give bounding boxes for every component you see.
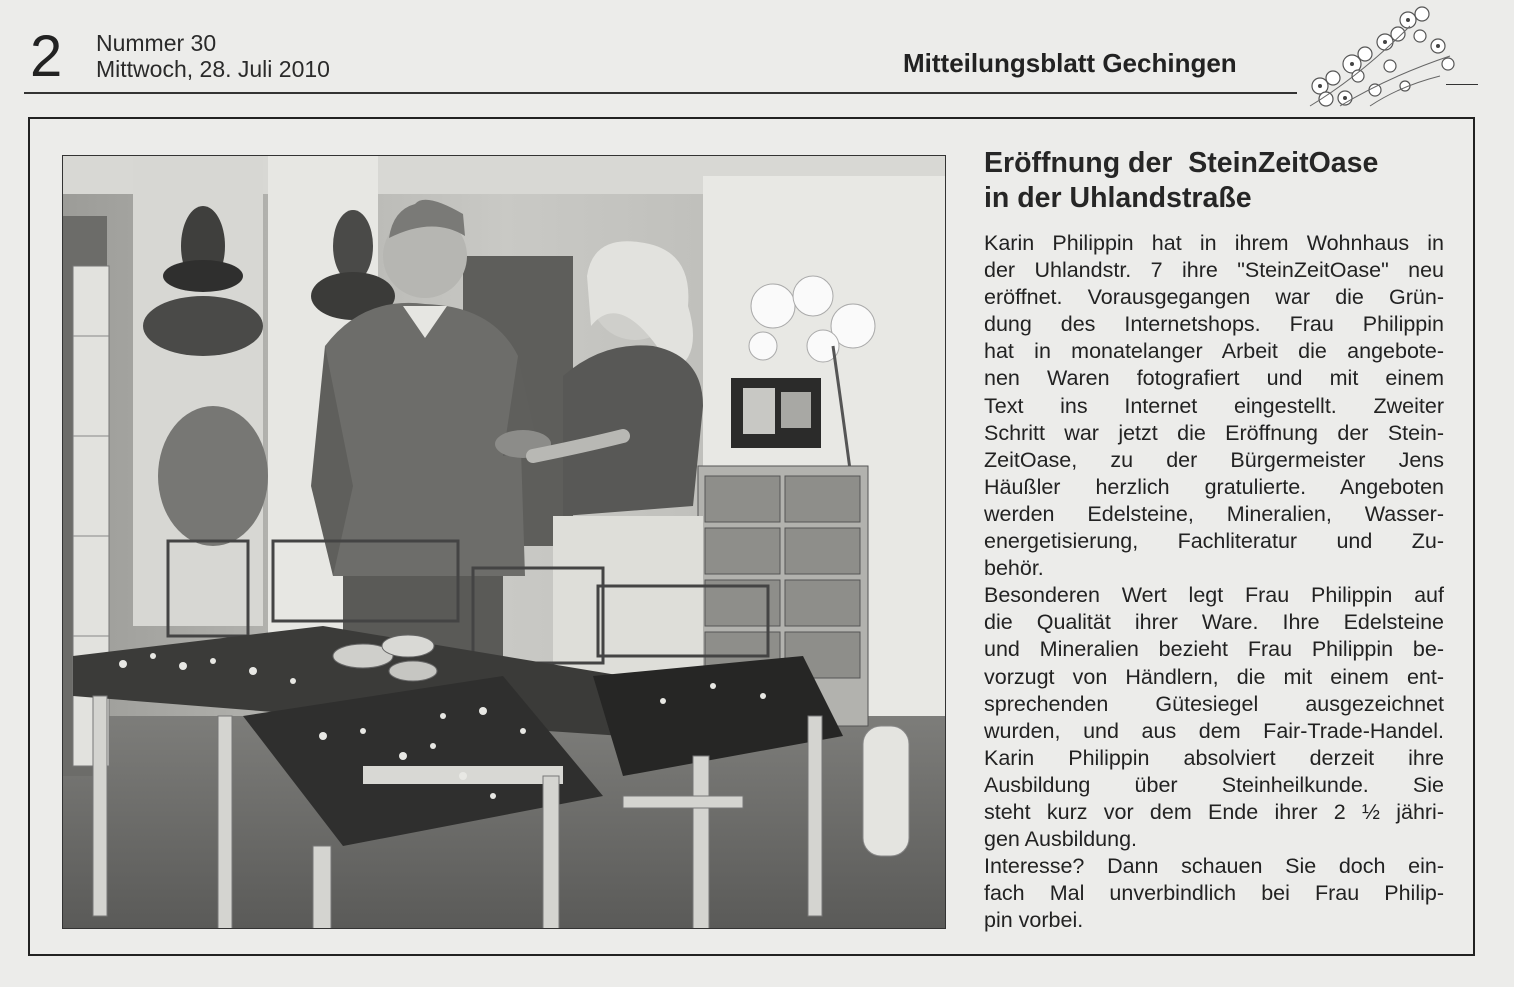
page-number: 2 bbox=[30, 24, 63, 89]
text-line: der Uhlandstr. 7 ihre "SteinZeitOase" neu bbox=[984, 258, 1444, 283]
text-line: die Qualität ihrer Ware. Ihre Edelsteine bbox=[984, 610, 1444, 635]
headline-line-2: in der Uhlandstraße bbox=[984, 182, 1252, 214]
text-line: energetisierung, Fachliteratur und Zu- bbox=[984, 529, 1444, 554]
article-body bbox=[984, 230, 1444, 934]
text-line: sprechenden Gütesiegel ausgezeichnet bbox=[984, 691, 1444, 716]
text-line: Schritt war jetzt die Eröffnung der Stein- bbox=[984, 420, 1444, 445]
text-line: nen Waren fotografiert und mit einem bbox=[984, 366, 1444, 391]
article-paragraph-1 bbox=[984, 230, 1444, 582]
text-line: pin vorbei. bbox=[984, 908, 1084, 933]
text-line: Besonderen Wert legt Frau Philippin auf bbox=[984, 583, 1444, 608]
text-line: fach Mal unverbindlich bei Frau Philip- bbox=[984, 881, 1444, 906]
text-line: steht kurz vor dem Ende ihrer 2 ½ jähri- bbox=[984, 799, 1444, 824]
headline-line-1: Eröffnung der SteinZeitOase bbox=[984, 147, 1379, 179]
flowers-icon bbox=[1300, 6, 1460, 112]
text-line: wurden, und aus dem Fair-Trade-Handel. bbox=[984, 718, 1444, 743]
header-rule-left bbox=[24, 92, 1297, 94]
text-line: Ausbildung über Steinheilkunde. Sie bbox=[984, 772, 1444, 797]
text-line: Karin Philippin hat in ihrem Wohnhaus in bbox=[984, 231, 1444, 255]
text-line: dung des Internetshops. Frau Philippin bbox=[984, 312, 1444, 337]
issue-info bbox=[96, 30, 330, 82]
issue-number: Nummer 30 bbox=[96, 30, 217, 56]
publication-title: Mitteilungsblatt Gechingen bbox=[903, 48, 1237, 78]
text-line: ZeitOase, zu der Bürgermeister Jens bbox=[984, 447, 1444, 472]
shop-interior-photo bbox=[62, 155, 946, 929]
text-line: Interesse? Dann schauen Sie doch ein- bbox=[984, 854, 1444, 879]
article-paragraph-2 bbox=[984, 582, 1444, 853]
text-line: gen Ausbildung. bbox=[984, 827, 1138, 852]
text-line: und Mineralien bezieht Frau Philippin be- bbox=[984, 637, 1444, 662]
issue-date: Mittwoch, 28. Juli 2010 bbox=[96, 56, 330, 82]
text-line: werden Edelsteine, Mineralien, Wasser- bbox=[984, 501, 1444, 526]
text-line: eröffnet. Vorausgegangen war die Grün- bbox=[984, 285, 1444, 310]
text-line: behör. bbox=[984, 556, 1044, 581]
text-line: Häußler herzlich gratulierte. Angeboten bbox=[984, 474, 1444, 499]
text-line: Karin Philippin absolviert derzeit ihre bbox=[984, 745, 1444, 770]
text-line: vorzugt von Händlern, die mit einem ent- bbox=[984, 664, 1444, 689]
text-line: Text ins Internet eingestellt. Zweiter bbox=[984, 393, 1444, 418]
article-paragraph-3 bbox=[984, 853, 1444, 934]
article-headline bbox=[984, 146, 1454, 216]
text-line: hat in monatelanger Arbeit die angebote- bbox=[984, 339, 1444, 364]
